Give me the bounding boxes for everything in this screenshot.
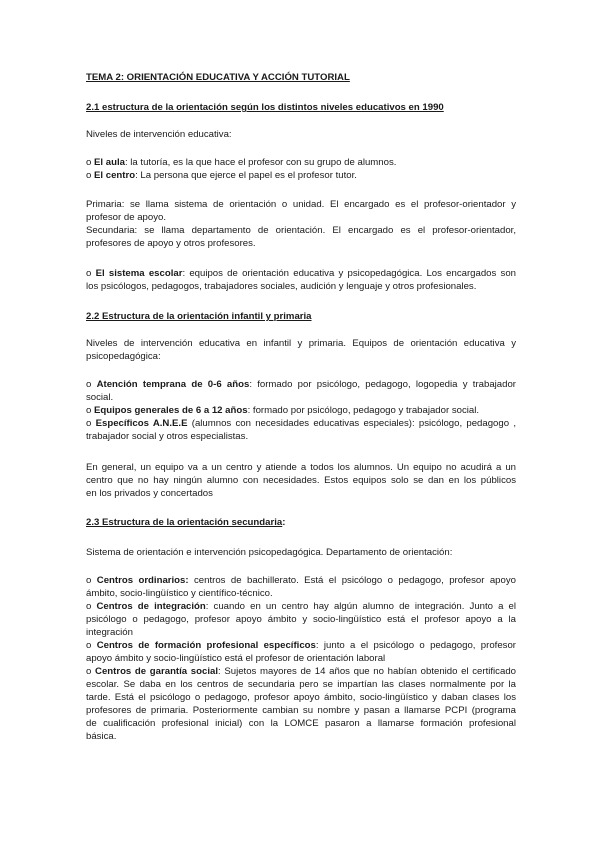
list-item-garantia-social <box>86 665 516 678</box>
text-line: básica. <box>86 731 117 742</box>
text-line: centro que no hay ningún alumno con necesidades. Estos equipos solo se dan en los públicos <box>86 475 516 486</box>
term-text: centros de bachillerato. Está el psicólogo o pedagogo, profesor apoyo <box>188 575 516 586</box>
text-line: profesores de primaria. Posteriormente cambian su nombre y pasan a llamarse PCPI (programa <box>86 705 516 716</box>
section-heading-2-2: 2.2 Estructura de la orientación infantil y primaria <box>86 311 312 322</box>
list-item-centros-fp <box>86 639 516 652</box>
text-line: trabajador social y otros especialistas. <box>86 431 249 442</box>
list-levels <box>86 156 516 182</box>
paragraph-en-general <box>86 461 516 500</box>
list-item-atencion-temprana <box>86 378 516 391</box>
paragraph-secundaria-intro <box>86 546 516 559</box>
text-line: psicólogo o pedagogo, profesor apoyo ámbito y socio-lingüístico está el profesor apoyo a la <box>86 614 516 625</box>
section-heading-2-1: 2.1 estructura de la orientación según los distintos niveles educativos en 1990 <box>86 102 444 113</box>
document-title: TEMA 2: ORIENTACIÓN EDUCATIVA Y ACCIÓN TUTORIAL <box>86 72 350 83</box>
heading-text: 2.3 Estructura de la orientación secundaria <box>86 517 283 528</box>
text-line: integración <box>86 627 133 638</box>
term-text: : cuando en un centro hay algún alumno de integración. Junto a el <box>205 601 516 612</box>
term-text: : formado por psicólogo, pedagogo y trabajador social. <box>247 405 480 416</box>
text-line: Primaria: se llama sistema de orientación o unidad. El encargado es el profesor-orientador y <box>86 199 516 210</box>
term-label: El centro <box>94 170 136 181</box>
bullet: o <box>86 379 97 390</box>
list-item-especificos <box>86 417 516 430</box>
text-line <box>86 267 516 280</box>
bullet: o <box>86 575 97 586</box>
term-label: Específicos A.N.E.E <box>95 418 188 429</box>
term-label: El aula <box>94 157 125 168</box>
text-line: psicopedagógica: <box>86 351 161 362</box>
term-label: Centros de garantía social <box>95 666 218 677</box>
term-text: : formado por psicólogo, pedagogo, logopedia y trabajador <box>249 379 516 390</box>
text-line: profesor de apoyo. <box>86 212 167 223</box>
section-heading-2-3 <box>86 516 285 529</box>
bullet: o <box>86 170 95 181</box>
text-line: en los privados y concertados <box>86 488 213 499</box>
text-line: de cualificación profesional inicial) con la LOMCE pasaron a llamarse formación profesional <box>86 718 516 729</box>
list-item-centros-ordinarios <box>86 574 516 587</box>
text-line: Niveles de intervención educativa: <box>86 129 232 140</box>
text-line: tarde. Está el psicólogo o pedagogo, profesor apoyo ámbito, socio-lingüístico y daban clases los <box>86 692 516 703</box>
term-text: : equipos de orientación educativa y psicopedagógica. Los encargados son <box>182 268 516 279</box>
term-label: Atención temprana de 0-6 años <box>96 379 250 390</box>
text-line: Sistema de orientación e intervención psicopedagógica. Departamento de orientación: <box>86 547 453 558</box>
bullet: o <box>86 268 96 279</box>
bullet: o <box>86 157 95 168</box>
text-line: ámbito, socio-lingüístico y científico-técnico. <box>86 588 273 599</box>
term-text: : la tutoría, es la que hace el profesor con su grupo de alumnos. <box>124 157 397 168</box>
text-line: los psicólogos, pedagogos, trabajadores sociales, audición y lenguaje y otros profesionales. <box>86 281 477 292</box>
term-text: : La persona que ejerce el papel es el profesor tutor. <box>135 170 357 181</box>
paragraph-levels-intro <box>86 128 516 141</box>
paragraph-sistema-escolar <box>86 267 516 293</box>
text-line: Niveles de intervención educativa en infantil y primaria. Equipos de orientación educativa y <box>86 338 516 349</box>
term-text: (alumnos con necesidades educativas especiales): psicólogo, pedagogo , <box>187 418 516 429</box>
list-item-centros-integracion <box>86 600 516 613</box>
text-line: social. <box>86 392 114 403</box>
heading-colon: : <box>282 517 286 528</box>
term-label: Centros de formación profesional específicos <box>96 640 316 651</box>
list-item-equipos-generales <box>86 404 516 417</box>
bullet: o <box>86 418 96 429</box>
list-centros <box>86 574 516 743</box>
term-label: Centros de integración <box>96 601 206 612</box>
term-text: : junto a el psicólogo o pedagogo, profesor <box>315 640 516 651</box>
bullet: o <box>86 405 95 416</box>
term-label: Centros ordinarios: <box>96 575 189 586</box>
bullet: o <box>86 666 96 677</box>
term-label: El sistema escolar <box>95 268 183 279</box>
text-line: apoyo ámbito y socio-lingüístico está el profesor de orientación laboral <box>86 653 386 664</box>
term-label: Equipos generales de 6 a 12 años <box>94 405 248 416</box>
text-line: En general, un equipo va a un centro y atiende a todos los alumnos. Un equipo no acudirá a un <box>86 462 516 473</box>
text-line: escolar. Se daba en los centros de secundaria pero se impartían las clases normalmente por la <box>86 679 516 690</box>
bullet: o <box>86 640 97 651</box>
text-line: Secundaria: se llama departamento de orientación. El encargado es el profesor-orientador, <box>86 225 516 236</box>
list-equipos <box>86 378 516 443</box>
bullet: o <box>86 601 97 612</box>
text-line: profesores de apoyo y otros profesores. <box>86 238 256 249</box>
list-item-centro <box>86 169 516 182</box>
paragraph-infantil-intro <box>86 337 516 363</box>
term-text: : Sujetos mayores de 14 años que no habían obtenido el certificado <box>218 666 516 677</box>
list-item-aula <box>86 156 516 169</box>
paragraph-primaria-secundaria <box>86 198 516 250</box>
